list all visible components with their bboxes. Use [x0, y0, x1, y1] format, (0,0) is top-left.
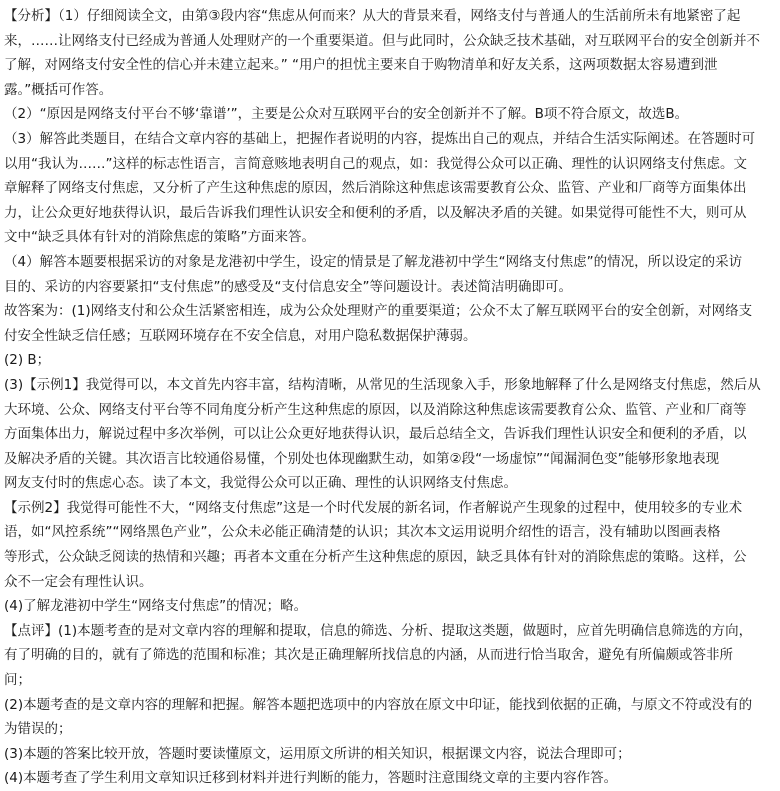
text-line: 以用“我认为……”这样的标志性语言，言简意赅地表明自己的观点，如：我觉得公众可以正确、理性的认识网络支付焦虑。文	[4, 155, 747, 172]
text-line: (4)了解龙港初中学生“网络支付焦虑”的情况；略。	[4, 598, 308, 615]
text-line: 来，……让网络支付已经成为普通人处理财产的一个重要渠道。但与此同时，公众缺乏技术基础，对互联网平台的安全创新并不	[4, 32, 760, 49]
text-line: 【示例2】我觉得可能性不大，“网络支付焦虑”这是一个时代发展的新名词，作者解说产生现象的过程中，使用较多的专业术	[4, 499, 743, 516]
text-line: 目的、采访的内容要紧扣“支付焦虑”的感受及“支付信息安全”等问题设计。表述简洁明确即可。	[4, 278, 572, 295]
text-line: (2)本题考查的是文章内容的理解和把握。解答本题把选项中的内容放在原文中印证，能找到依据的正确，与原文不符或没有的	[4, 696, 753, 713]
text-line: 大环境、公众、网络支付平台等不同角度分析产生这种焦虑的原因，以及消除这种焦虑该需要教育公众、监管、产业和厂商等	[4, 401, 747, 418]
text-line: 【点评】(1)本题考查的是对文章内容的理解和提取，信息的筛选、分析、提取这类题，做题时，应首先明确信息筛选的方向，	[4, 622, 753, 639]
text-line: (3)【示例1】我觉得可以，本文首先内容丰富，结构清晰，从常见的生活现象入手，形象地解释了什么是网络支付焦虑，然后从	[4, 376, 761, 393]
text-line: (3)本题的答案比较开放，答题时要读懂原文，运用原文所讲的相关知识，根据课文内容，说法合理即可；	[4, 745, 631, 762]
text-line: 付安全性缺乏信任感；互联网环境存在不安全信息，对用户隐私数据保护薄弱。	[4, 327, 477, 344]
text-line: 章解释了网络支付焦虑，又分析了产生这种焦虑的原因，然后消除这种焦虑该需要教育公众、监管、产业和厂商等方面集体出	[4, 180, 747, 197]
text-line: 网友支付时的焦虑心态。读了本文，我觉得公众可以正确、理性的认识网络支付焦虑。	[4, 475, 517, 492]
text-line: 方面集体出力，解说过程中多次举例，可以让公众更好地获得认识，最后总结全文，告诉我们理性认识安全和便利的矛盾，以	[4, 426, 747, 443]
text-line: (4)本题考查了学生利用文章知识迁移到材料并进行判断的能力，答题时注意围绕文章的主要内容作答。	[4, 770, 618, 787]
text-line: （2）“原因是网络支付平台不够‘靠谱’”，主要是公众对互联网平台的安全创新并不了解。B项不符合原文，故选B。	[4, 106, 689, 123]
text-line: 等形式，公众缺乏阅读的热情和兴趣；再者本文重在分析产生这种焦虑的原因，缺乏具体有针对的消除焦虑的策略。这样，公	[4, 549, 747, 566]
text-line: 力，让公众更好地获得认识，最后告诉我们理性认识安全和便利的矛盾，以及解决矛盾的关键。如果觉得可能性不大，则可从	[4, 204, 747, 221]
text-line: 有了明确的目的，就有了筛选的范围和标准；其次是正确理解所找信息的内涵，从而进行恰当取舍，避免有所偏颇或答非所	[4, 647, 733, 664]
text-line: 【分析】（1）仔细阅读全文，由第③段内容“焦虑从何而来？从大的背景来看，网络支付与普通人的生活前所未有地紧密了起	[4, 8, 741, 24]
text-line: 及解决矛盾的关键。其次语言比较通俗易懂，个别处也体现幽默生动，如第②段“一场虚惊”“闻漏洞色变”能够形象地表现	[4, 450, 720, 467]
text-line: 了解，对网络支付安全性的信心并未建立起来。” “用户的担忧主要来自于购物清单和好友关系，这两项数据太容易遭到泄	[4, 57, 718, 74]
text-line: 为错误的；	[4, 721, 72, 738]
text-line: 众不一定会有理性认识。	[4, 573, 153, 590]
text-line: 文中“缺乏具体有针对的消除焦虑的策略”方面来答。	[4, 229, 315, 246]
text-line: 故答案为：(1)网络支付和公众生活紧密相连，成为公众处理财产的重要渠道；公众不太了解互联网平台的安全创新，对网络支	[4, 303, 753, 320]
text-line: 露。”概括可作答。	[4, 81, 113, 98]
text-line: 语，如“风控系统”“网络黑色产业”，公众未必能正确清楚的认识；其次本文运用说明介绍性的语言，没有辅助以图画表格	[4, 524, 721, 541]
text-line: （3）解答此类题目，在结合文章内容的基础上，把握作者说明的内容，提炼出自己的观点，并结合生活实际阐述。在答题时可	[4, 130, 756, 147]
text-line: （4）解答本题要根据采访的对象是龙港初中学生，设定的情景是了解龙港初中学生“网络支付焦虑”的情况，所以设定的采访	[4, 253, 743, 270]
text-line: (2) B；	[4, 352, 51, 369]
text-line: 问；	[4, 672, 31, 689]
